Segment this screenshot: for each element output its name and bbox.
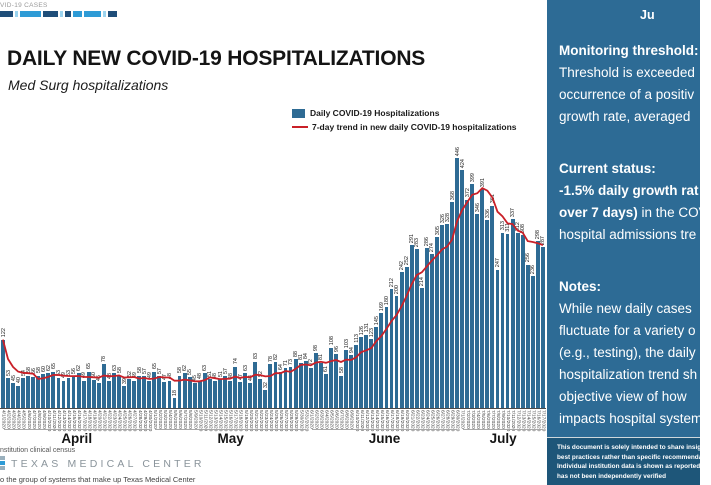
disclaimer-line: Individual institution data is shown as reported an (557, 463, 710, 470)
month-bracket (460, 429, 546, 453)
bar-value-label: 62 (182, 365, 189, 372)
bar-value-label: 242 (399, 261, 406, 271)
bar-value-label: 53 (5, 370, 12, 377)
x-tick-label: 4/5/2020 (20, 410, 26, 429)
bar-value-label: 88 (293, 350, 300, 357)
bar-value-label: 18 (172, 389, 179, 396)
month-bracket-line (312, 429, 457, 430)
bar-value-label: 51 (207, 371, 214, 378)
x-tick-label: 5/22/2020 (257, 410, 263, 432)
bar-value-label: 54 (20, 369, 27, 376)
bar-value-label: 346 (474, 202, 481, 213)
bar-value-label: 103 (343, 339, 350, 349)
x-tick-label: 4/7/2020 (30, 410, 36, 429)
census-footnote: nstitution clinical census (0, 447, 76, 454)
mini-bar-segment (103, 11, 106, 17)
bar-value-label: 113 (353, 333, 360, 343)
mini-bar-segment (84, 11, 101, 17)
logo-mark-square (0, 466, 5, 470)
x-tick-label: 6/8/2020 (343, 410, 349, 429)
legend-trend-label: 7-day trend in new daily COVID-19 hospitalizations (312, 122, 517, 132)
x-tick-label: 5/3/2020 (162, 410, 167, 429)
mini-bar-segment (20, 11, 41, 17)
bar-swatch-icon (292, 109, 305, 118)
mini-bar-segment (108, 11, 117, 17)
bar-value-label: 45 (10, 374, 17, 381)
x-tick-label: 7/6/2020 (484, 410, 490, 429)
bar-value-label: 48 (227, 372, 234, 380)
bar-value-label: 64 (278, 363, 285, 371)
bar-value-label: 98 (313, 344, 320, 352)
x-tick-label: 5/15/2020 (222, 410, 228, 432)
x-tick-label: 4/11/2020 (50, 410, 56, 431)
x-tick-label: 4/22/2020 (106, 410, 112, 432)
notes-text-line: fluctuate for a variety o (559, 323, 696, 338)
x-tick-label: 6/5/2020 (328, 410, 334, 429)
x-tick-label: 6/28/2020 (444, 410, 450, 432)
bar-plot (0, 146, 547, 408)
x-tick-label: 5/23/2020 (262, 410, 268, 432)
x-tick-label: 5/17/2020 (232, 410, 238, 432)
disclaimer-box (547, 437, 711, 485)
bar-value-label: 51 (217, 371, 224, 378)
status-text-line (559, 202, 708, 224)
x-tick-label: 4/3/2020 (10, 410, 16, 429)
x-tick-label: 4/6/2020 (25, 410, 31, 429)
x-tick-label: 5/27/2020 (283, 410, 289, 432)
x-tick-label: 6/27/2020 (439, 410, 445, 432)
bar-value-label: 52 (257, 370, 264, 377)
x-tick-label: 5/5/2020 (172, 410, 178, 429)
monitoring-text-line: occurrence of a positiv (559, 87, 695, 102)
bar-value-label: 311 (505, 222, 512, 232)
x-tick-label: 6/1/2020 (308, 410, 314, 429)
bar-value-label: 361 (490, 194, 496, 204)
bar-value-label: 200 (394, 284, 401, 294)
x-tick-label: 4/14/2020 (66, 410, 72, 432)
x-tick-label: 7/10/2020 (505, 410, 511, 432)
bar-value-label: 169 (379, 302, 385, 312)
mini-panel-bars (0, 11, 119, 17)
bar-value-label: 50 (91, 371, 98, 378)
bar-value-label: 48 (167, 372, 174, 380)
line-swatch-icon (292, 126, 308, 129)
month-label: May (217, 431, 244, 446)
bar-value-label: 49 (61, 372, 68, 379)
x-tick-label: 6/11/2020 (358, 410, 364, 431)
x-tick-label: 6/26/2020 (434, 410, 440, 432)
covid-cases-mini-panel[interactable] (0, 2, 119, 17)
bar-value-label: 312 (515, 221, 522, 232)
x-tick-label: 7/12/2020 (515, 410, 521, 432)
legend-bars-label: Daily COVID-19 Hospitalizations (310, 108, 440, 118)
bar-value-label: 57 (222, 367, 229, 374)
x-tick-label: 5/7/2020 (182, 410, 188, 429)
logo-mark-square (0, 461, 5, 465)
x-tick-label: 6/10/2020 (353, 410, 359, 432)
bar-value-label: 96 (333, 346, 340, 353)
mini-bar-segment (65, 11, 71, 17)
bar-value-label: 57 (156, 367, 163, 374)
bar-value-label: 72 (308, 359, 315, 366)
x-tick-label: 6/19/2020 (399, 410, 405, 432)
x-tick-label: 5/26/2020 (278, 410, 284, 432)
disclaimer-line: has not been independently verified (557, 472, 667, 480)
bar-value-label: 55 (187, 369, 194, 376)
x-tick-label: 4/16/2020 (76, 410, 82, 432)
x-tick-label: 4/27/2020 (131, 410, 137, 432)
x-tick-label: 6/2/2020 (313, 410, 319, 429)
bar-value-label: 47 (237, 373, 244, 380)
monitoring-threshold-section (559, 40, 698, 128)
notes-text-line: hospitalization trend sh (559, 367, 698, 382)
x-tick-label: 7/17/2020 (540, 410, 546, 432)
x-tick-label: 7/1/2020 (459, 410, 465, 429)
x-tick-label: 7/3/2020 (469, 410, 475, 429)
bar-value-label: 337 (510, 207, 517, 218)
bar-value-label: 372 (464, 188, 471, 198)
bar-value-label: 49 (131, 372, 138, 379)
x-tick-label: 5/28/2020 (288, 410, 294, 432)
bar-value-label: 82 (273, 353, 280, 360)
bar-value-label: 108 (328, 336, 335, 346)
disclaimer-line: This document is solely intended to share insights (557, 444, 711, 451)
x-tick-label: 5/20/2020 (247, 410, 253, 432)
x-tick-label: 4/8/2020 (35, 410, 41, 429)
bar-value-label: 39 (121, 377, 128, 385)
x-tick-label: 5/16/2020 (227, 410, 233, 432)
x-tick-label: 6/6/2020 (333, 410, 339, 429)
x-tick-label: 6/4/2020 (323, 410, 329, 429)
month-label: June (368, 431, 401, 446)
mini-bar-segment (73, 11, 82, 17)
info-sidebar (547, 0, 711, 485)
month-label: July (489, 431, 517, 446)
x-tick-label: 4/18/2020 (86, 410, 92, 432)
bar-value-label: 446 (454, 146, 461, 156)
month-bracket-line (155, 429, 305, 430)
bar-value-label: 126 (358, 326, 365, 336)
x-tick-label: 6/25/2020 (429, 410, 435, 432)
x-tick-label: 4/25/2020 (121, 410, 127, 432)
bar-value-label: 313 (500, 221, 507, 231)
x-tick-label: 4/1/2020 (0, 410, 6, 429)
x-tick-label: 7/13/2020 (520, 410, 526, 432)
x-tick-label: 4/24/2020 (116, 410, 122, 432)
bar-value-label: 40 (15, 377, 22, 384)
bar-value-label: 145 (373, 315, 380, 325)
x-tick-label: 5/2/2020 (156, 410, 162, 429)
x-tick-label: 7/2/2020 (464, 410, 470, 429)
x-tick-label: 7/4/2020 (474, 410, 480, 429)
monitoring-text-line: Threshold is exceeded (559, 65, 695, 80)
notes-text-line: objective view of how (559, 389, 687, 404)
bar-value-label: 180 (384, 295, 391, 306)
x-tick-label: 5/6/2020 (177, 410, 183, 429)
x-tick-label: 7/11/2020 (510, 410, 516, 431)
bar-value-label: 49 (146, 372, 153, 379)
x-tick-label: 7/7/2020 (490, 410, 495, 429)
bar-value-label: 123 (368, 327, 375, 338)
bar-value-label: 53 (56, 370, 63, 377)
bar-value-label: 61 (323, 365, 330, 372)
bar-value-label: 58 (35, 367, 42, 374)
mini-panel-label: VID-19 CASES (0, 2, 48, 9)
bar-value-label: 60 (40, 366, 47, 373)
bar-value-label: 305 (434, 225, 441, 235)
page-subtitle: Med Surg hospitalizations (8, 77, 169, 93)
x-axis (0, 408, 546, 409)
bar-value-label: 56 (30, 368, 37, 375)
bar-value-label: 214 (419, 276, 426, 286)
status-text-line: hospital admissions tre (559, 227, 697, 242)
status-bold-fragment: over 7 days) (559, 205, 638, 220)
bar-value-label: 274 (429, 243, 436, 253)
chart-legend (292, 106, 517, 134)
x-tick-label: 5/12/2020 (207, 410, 213, 432)
notes-section (559, 276, 702, 430)
notes-text-line: impacts hospital system (559, 411, 703, 426)
x-tick-label: 4/10/2020 (45, 410, 51, 432)
x-tick-label: 4/13/2020 (61, 410, 67, 432)
x-tick-label: 6/20/2020 (404, 410, 410, 432)
monitoring-heading: Monitoring threshold: (559, 43, 699, 58)
x-tick-label: 4/28/2020 (136, 410, 142, 432)
x-axis-tick-labels (0, 410, 546, 432)
bar-value-label: 45 (192, 374, 199, 381)
x-tick-label: 6/29/2020 (449, 410, 455, 432)
trend-line (1, 150, 546, 408)
bar-value-label: 48 (212, 372, 219, 380)
status-heading: Current status: (559, 161, 656, 176)
bar-value-label: 32 (262, 381, 269, 389)
group-footnote: o the group of systems that make up Texas Medical Center (0, 475, 196, 484)
x-tick-label: 6/30/2020 (454, 410, 460, 432)
x-tick-label: 4/30/2020 (146, 410, 152, 432)
mini-bar-segment (0, 11, 13, 17)
x-tick-label: 5/1/2020 (151, 410, 157, 429)
x-tick-label: 4/26/2020 (126, 410, 132, 432)
bar-value-label: 94 (348, 347, 355, 354)
notes-heading: Notes: (559, 279, 602, 294)
status-text-line: -1.5% daily growth rat (559, 183, 699, 198)
x-tick-label: 5/24/2020 (267, 410, 273, 432)
mini-bar-segment (60, 11, 63, 17)
report-date: Ju (640, 8, 655, 22)
mini-bar-segment (15, 11, 18, 17)
legend-item-bars (292, 106, 517, 120)
bar-value-label: 424 (459, 159, 466, 169)
x-tick-label: 7/16/2020 (535, 410, 541, 432)
disclaimer-line: best practices rather than specific recommendatio (557, 453, 711, 461)
month-brackets (1, 429, 546, 453)
bar-value-label: 336 (484, 208, 491, 218)
x-tick-label: 6/18/2020 (394, 410, 400, 432)
bar-value-label: 326 (439, 214, 446, 224)
x-tick-label: 5/4/2020 (167, 410, 173, 429)
tmc-logo-mark-icon (0, 456, 5, 471)
x-tick-label: 5/25/2020 (273, 410, 279, 432)
bar-value-label: 73 (288, 358, 295, 366)
bar-value-label: 256 (525, 253, 532, 263)
x-tick-label: 6/7/2020 (338, 410, 344, 429)
month-bracket (152, 429, 308, 453)
x-tick-label: 4/20/2020 (96, 410, 102, 432)
bar-value-label: 298 (535, 229, 542, 239)
x-tick-label: 5/9/2020 (192, 410, 198, 429)
bar-value-label: 291 (409, 233, 416, 243)
bar-value-label: 58 (116, 367, 123, 374)
bar-value-label: 56 (71, 368, 78, 375)
x-tick-label: 4/19/2020 (91, 410, 97, 432)
x-tick-label: 6/3/2020 (318, 410, 324, 429)
bar-value-label: 62 (76, 365, 83, 372)
bar-value-label: 63 (111, 364, 118, 371)
bar-value-label: 52 (126, 370, 133, 377)
x-tick-label: 5/11/2020 (202, 410, 208, 431)
x-tick-label: 6/13/2020 (368, 410, 374, 432)
bar-value-label: 283 (414, 238, 421, 248)
bar-value-label: 252 (404, 255, 411, 265)
x-tick-label: 5/21/2020 (252, 410, 258, 432)
bar-value-label: 63 (202, 364, 209, 371)
x-tick-label: 5/31/2020 (303, 410, 309, 432)
x-tick-label: 5/18/2020 (237, 410, 243, 432)
bar-value-label: 131 (363, 323, 370, 333)
tmc-logo-text: TEXAS MEDICAL CENTER (11, 457, 205, 470)
x-tick-label: 4/2/2020 (5, 410, 11, 429)
month-bracket-line (463, 429, 543, 430)
x-tick-label: 7/14/2020 (525, 410, 531, 432)
bar-value-label: 62 (45, 365, 52, 372)
bar-value-label: 286 (424, 236, 431, 246)
bar-value-label: 49 (81, 372, 88, 379)
bar-value-label: 391 (479, 177, 486, 187)
notes-text-line: While new daily cases (559, 301, 692, 316)
bar-value-label: 44 (247, 375, 254, 382)
bar-value-label: 58 (177, 367, 184, 374)
x-tick-label: 5/30/2020 (298, 410, 304, 432)
x-tick-label: 4/15/2020 (71, 410, 77, 432)
bar-value-label: 58 (25, 367, 32, 374)
x-tick-label: 4/23/2020 (111, 410, 117, 432)
month-bracket (309, 429, 460, 453)
bar-value-label: 48 (106, 372, 113, 380)
bar-value-label: 399 (469, 173, 476, 183)
bar-value-label: 48 (197, 372, 204, 380)
x-tick-label: 7/8/2020 (495, 410, 501, 429)
current-status-section (559, 158, 708, 246)
bar-value-label: 81 (318, 354, 325, 361)
x-tick-label: 7/15/2020 (530, 410, 536, 432)
x-tick-label: 6/24/2020 (424, 410, 430, 432)
x-tick-label: 5/29/2020 (293, 410, 299, 432)
bar-value-label: 308 (520, 224, 527, 234)
x-tick-label: 7/5/2020 (479, 410, 485, 429)
legend-item-trend (292, 120, 517, 134)
page-title: DAILY NEW COVID-19 HOSPITALIZATIONS (7, 47, 426, 70)
x-tick-label: 4/12/2020 (56, 410, 62, 432)
bar-value-label: 368 (449, 190, 456, 200)
bar-value-label: 328 (444, 212, 451, 223)
notes-text-line: (e.g., testing), the daily (559, 345, 696, 360)
status-regular-fragment: in the COV (637, 205, 708, 220)
x-tick-label: 5/10/2020 (197, 410, 203, 432)
x-tick-label: 6/14/2020 (373, 410, 379, 432)
x-tick-label: 4/4/2020 (15, 410, 21, 429)
bar-value-label: 78 (101, 356, 108, 363)
x-tick-label: 6/12/2020 (363, 410, 369, 432)
x-tick-label: 7/9/2020 (500, 410, 506, 429)
bar-value-label: 57 (141, 367, 148, 374)
x-tick-label: 6/22/2020 (414, 410, 420, 432)
bar-value-label: 45 (96, 374, 103, 381)
x-tick-label: 5/13/2020 (212, 410, 218, 432)
monitoring-text-line: growth rate, averaged (559, 109, 691, 124)
x-tick-label: 4/21/2020 (101, 410, 107, 432)
bar-value-label: 287 (540, 235, 547, 246)
bar-value-label: 212 (389, 278, 396, 288)
bar-value-label: 53 (66, 370, 73, 377)
x-tick-label: 6/23/2020 (419, 410, 425, 432)
mini-bar-segment (43, 11, 58, 17)
x-tick-label: 6/21/2020 (409, 410, 415, 432)
x-tick-label: 6/17/2020 (389, 410, 395, 432)
month-bracket-line (4, 429, 149, 430)
bar-value-label: 65 (50, 363, 57, 370)
bar-value-label: 84 (303, 352, 310, 359)
bar-value-label: 65 (151, 363, 158, 370)
bar-value-label: 83 (252, 353, 259, 360)
bar-value-label: 71 (283, 360, 290, 367)
bar-value-label: 122 (0, 328, 7, 338)
x-tick-label: 6/15/2020 (379, 410, 384, 432)
x-tick-label: 4/9/2020 (40, 410, 46, 429)
bar-value-label: 247 (495, 258, 502, 268)
x-tick-label: 5/8/2020 (187, 410, 193, 429)
bar-value-label: 65 (86, 363, 93, 370)
x-tick-label: 5/14/2020 (217, 410, 223, 432)
bar-value-label: 74 (232, 358, 239, 365)
bar-value-label: 58 (338, 367, 345, 374)
x-tick-label: 4/29/2020 (141, 410, 147, 432)
x-tick-label: 6/16/2020 (384, 410, 390, 432)
month-label: April (61, 431, 93, 446)
tmc-logo (0, 456, 205, 471)
bar-value-label: 47 (162, 373, 168, 380)
x-tick-label: 6/9/2020 (348, 410, 354, 429)
bar-value-label: 63 (242, 364, 249, 371)
bar-value-label: 58 (136, 367, 143, 374)
bar-value-label: 81 (298, 354, 305, 361)
bar-value-label: 78 (267, 356, 274, 363)
bar-value-label: 236 (530, 264, 537, 274)
x-tick-label: 5/19/2020 (242, 410, 248, 432)
x-tick-label: 4/17/2020 (81, 410, 87, 432)
logo-mark-square (0, 456, 5, 460)
